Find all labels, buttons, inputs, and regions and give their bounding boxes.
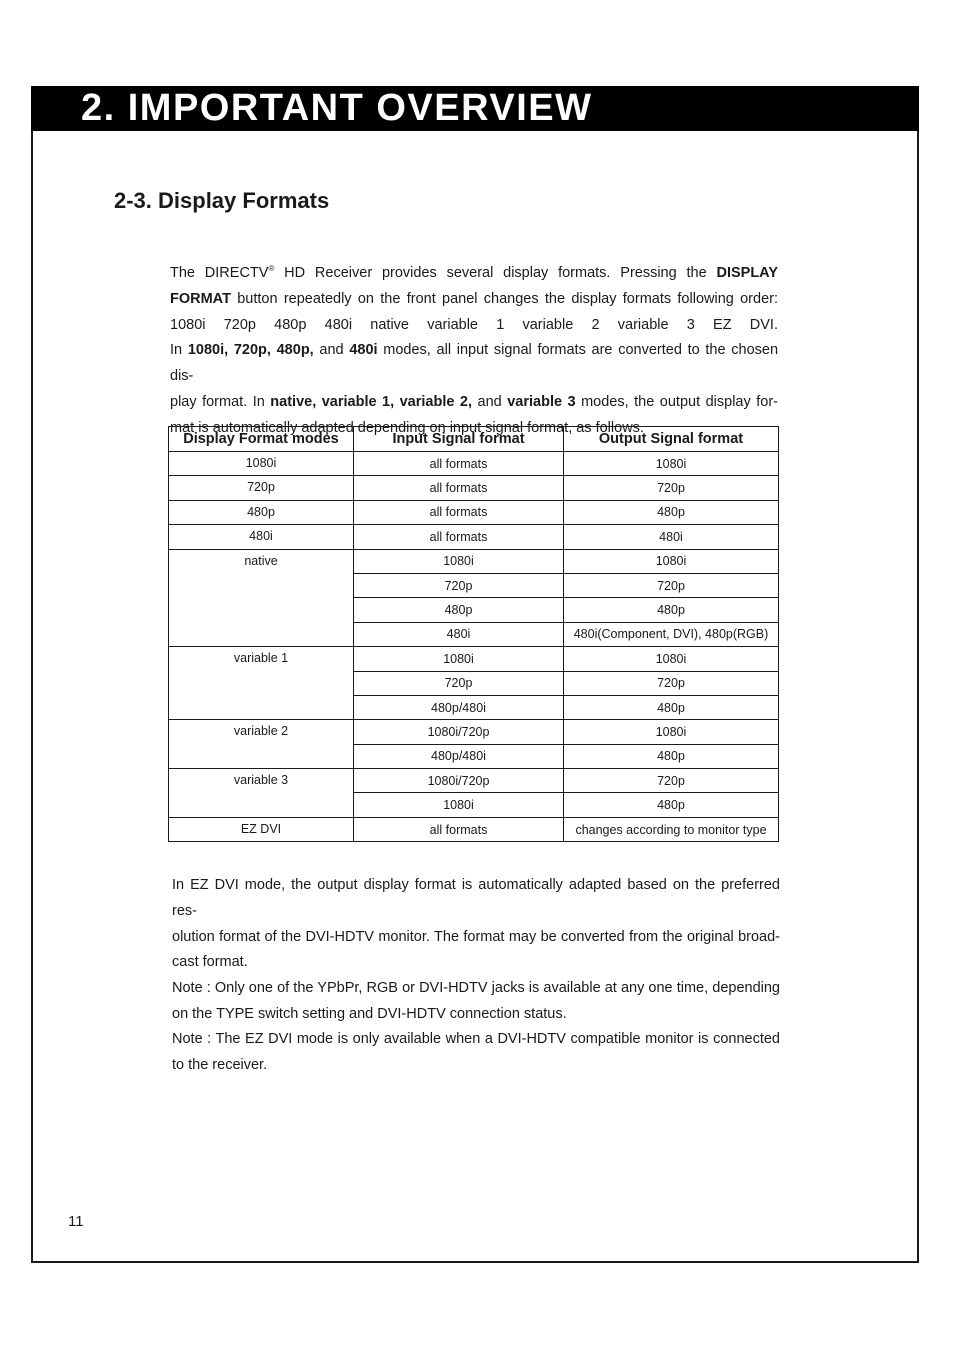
note-ez-dvi-line-1: Note : The EZ DVI mode is only available when a DVI-HDTV compatible monitor is connected — [172, 1031, 780, 1047]
table-row — [169, 769, 779, 793]
input-cell: all formats — [354, 476, 564, 500]
note-ez-dvi — [172, 1027, 780, 1079]
ez-dvi-line-1: In EZ DVI mode, the output display format is automatically adapted based on the preferred res- — [172, 877, 780, 919]
input-cell: 480p — [354, 598, 564, 622]
output-cell: 480p — [564, 695, 779, 719]
table-row — [169, 817, 779, 841]
intro-line-6: mat is automatically adapted depending on input signal format, as follows. — [170, 419, 644, 436]
ez-dvi-line-2: olution format of the DVI-HDTV monitor. The format may be converted from the original broad- — [172, 928, 780, 945]
mode-cell: EZ DVI — [169, 817, 354, 841]
section-title: 2-3. Display Formats — [114, 188, 330, 213]
output-cell: 720p — [564, 769, 779, 793]
intro-line-1: The DIRECTV® HD Receiver provides several display formats. Pressing the DISPLAY — [170, 264, 778, 281]
mode-cell: variable 1 — [169, 647, 354, 720]
input-cell: all formats — [354, 452, 564, 476]
output-cell: 1080i — [564, 549, 779, 573]
chapter-banner — [31, 86, 919, 131]
output-cell: 480p — [564, 598, 779, 622]
table-row — [169, 452, 779, 476]
input-cell: 1080i/720p — [354, 720, 564, 744]
output-cell: 480p — [564, 793, 779, 817]
table-row — [169, 476, 779, 500]
mode-cell: 720p — [169, 476, 354, 500]
mode-cell: variable 2 — [169, 720, 354, 769]
table-row — [169, 549, 779, 573]
table-row — [169, 525, 779, 549]
input-cell: all formats — [354, 500, 564, 524]
table-row — [169, 500, 779, 524]
output-cell: 720p — [564, 573, 779, 597]
input-cell: 480p/480i — [354, 744, 564, 768]
header-display-format-modes: Display Format modes — [169, 427, 354, 452]
output-cell: 720p — [564, 671, 779, 695]
header-output-signal-format: Output Signal format — [564, 427, 779, 452]
input-cell: 720p — [354, 573, 564, 597]
output-cell: changes according to monitor type — [564, 817, 779, 841]
table-body — [169, 452, 779, 842]
ez-dvi-line-3: cast format. — [172, 954, 248, 971]
input-cell: all formats — [354, 525, 564, 549]
chapter-title: 2. IMPORTANT OVERVIEW — [81, 87, 593, 129]
intro-paragraph — [170, 261, 778, 442]
output-cell: 480p — [564, 500, 779, 524]
display-formats-table — [168, 426, 779, 842]
note-ez-dvi-line-2: to the receiver. — [172, 1056, 268, 1073]
note-jacks-line-1: Note : Only one of the YPbPr, RGB or DVI-HDTV jacks is available at any one time, depending — [172, 980, 780, 996]
output-cell: 1080i — [564, 452, 779, 476]
registered-mark: ® — [268, 264, 275, 274]
input-cell: 480i — [354, 622, 564, 646]
input-cell: 1080i — [354, 549, 564, 573]
output-cell: 480i — [564, 525, 779, 549]
input-cell: 720p — [354, 671, 564, 695]
output-cell: 480p — [564, 744, 779, 768]
output-cell: 720p — [564, 476, 779, 500]
output-cell: 1080i — [564, 647, 779, 671]
table-row — [169, 720, 779, 744]
header-input-signal-format: Input Signal format — [354, 427, 564, 452]
input-cell: 1080i — [354, 793, 564, 817]
mode-cell: native — [169, 549, 354, 647]
input-cell: 1080i — [354, 647, 564, 671]
intro-line-3: 1080i 720p 480p 480i native variable 1 variable 2 variable 3 EZ DVI. — [170, 316, 778, 333]
intro-line-5: play format. In native, variable 1, variable 2, and variable 3 modes, the output display for- — [170, 393, 778, 410]
note-jacks-line-2: on the TYPE switch setting and DVI-HDTV connection status. — [172, 1005, 567, 1022]
table-header-row — [169, 427, 779, 452]
intro-line-4: In 1080i, 720p, 480p, and 480i modes, all input signal formats are converted to the chosen dis- — [170, 342, 779, 385]
mode-cell: 480i — [169, 525, 354, 549]
output-cell: 480i(Component, DVI), 480p(RGB) — [564, 622, 779, 646]
output-cell: 1080i — [564, 720, 779, 744]
page-number: 11 — [68, 1213, 84, 1230]
input-cell: all formats — [354, 817, 564, 841]
note-jacks — [172, 976, 780, 1028]
table-row — [169, 647, 779, 671]
input-cell: 480p/480i — [354, 695, 564, 719]
ez-dvi-paragraph — [172, 873, 780, 976]
mode-cell: 480p — [169, 500, 354, 524]
mode-cell: variable 3 — [169, 769, 354, 818]
intro-line-2: FORMAT button repeatedly on the front panel changes the display formats following order: — [170, 290, 778, 307]
input-cell: 1080i/720p — [354, 769, 564, 793]
mode-cell: 1080i — [169, 452, 354, 476]
